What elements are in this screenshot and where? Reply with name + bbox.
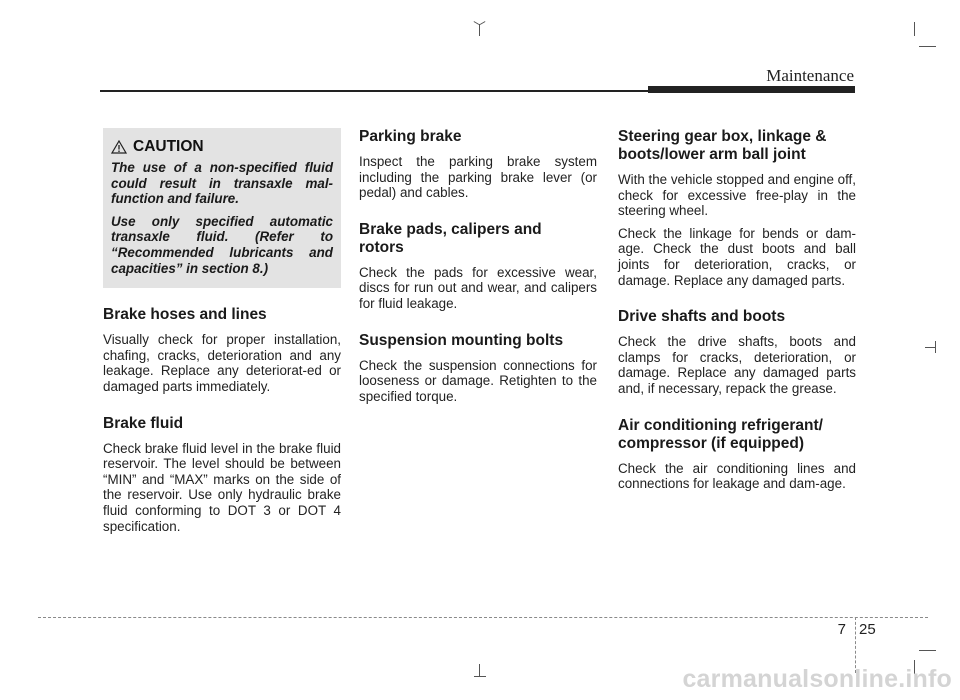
section-heading: Brake pads, calipers and rotors	[359, 220, 542, 256]
crop-mark-bottom-h	[474, 676, 486, 677]
section-number: 7	[837, 621, 846, 638]
page-number: 25	[859, 621, 876, 638]
caution-box	[103, 128, 341, 288]
footer-rule	[38, 617, 928, 618]
section-heading: Steering gear box, linkage & boots/lower arm ball joint	[618, 128, 827, 163]
crop-mark-bottom-right-h	[919, 650, 936, 651]
column-left	[103, 128, 341, 541]
caution-paragraph: Use only specified automatic transaxle fluid. (Refer to “Recommended lubricants and capacities” in section 8.)	[111, 213, 333, 276]
section-body: Check the linkage for bends or dam-age. Check the dust boots and ball joints for deterioration, cracks, or damage. Replace any damaged parts.	[618, 225, 856, 288]
header-bar	[648, 86, 855, 93]
caution-title: CAUTION	[133, 138, 204, 155]
section-body: Check the drive shafts, boots and clamps for cracks, deterioration, or damage. Replace any damaged parts and, if necessary, repack the grease.	[618, 334, 856, 396]
section-heading: Drive shafts and boots	[618, 308, 786, 326]
watermark: carmanualsonline.info	[682, 665, 952, 693]
section-body: Check the air conditioning lines and connections for leakage and dam-age.	[618, 460, 856, 492]
running-header-title: Maintenance	[766, 66, 854, 85]
section-heading: Air conditioning refrigerant/ compressor (if equipped)	[618, 416, 823, 452]
section-body: Check brake fluid level in the brake fluid reservoir. The level should be between “MIN” and “MAX” marks on the side of the reservoir. Use only hydraulic brake fluid conforming to DOT 3 or DOT 4 specification.	[103, 440, 341, 534]
crop-mark-top-right-v	[914, 22, 915, 36]
section-body: Check the suspension connections for looseness or damage. Retighten to the specified torque.	[359, 357, 597, 404]
crop-mark-top-arm-right	[480, 21, 486, 25]
section-heading: Brake fluid	[103, 414, 184, 432]
warning-triangle-icon	[111, 140, 127, 154]
caution-paragraph: The use of a non-specified fluid could result in transaxle mal-function and failure.	[111, 160, 333, 207]
column-middle	[359, 128, 597, 411]
column-right	[618, 128, 856, 499]
crop-mark-right-h	[925, 347, 935, 348]
section-body: With the vehicle stopped and engine off, check for excessive free-play in the steering wheel.	[618, 172, 856, 219]
section-body: Inspect the parking brake system including the parking brake lever (or pedal) and cables.	[359, 154, 597, 201]
crop-mark-top	[479, 24, 480, 36]
section-heading: Brake hoses and lines	[103, 306, 267, 324]
crop-mark-right-v	[935, 341, 936, 353]
crop-mark-bottom-v	[479, 664, 480, 676]
crop-mark-top-arm-left	[474, 21, 480, 25]
section-heading: Parking brake	[359, 128, 462, 145]
section-body: Check the pads for excessive wear, discs for run out and wear, and calipers for fluid leakage.	[359, 264, 597, 311]
section-heading: Suspension mounting bolts	[359, 331, 564, 349]
section-body: Visually check for proper installation, chafing, cracks, deterioration and any leakage. Replace any deteriorat-ed or damaged parts immediately.	[103, 332, 341, 394]
crop-mark-top-right-h	[919, 46, 936, 47]
caution-header	[111, 138, 333, 156]
header-rule	[100, 90, 648, 92]
